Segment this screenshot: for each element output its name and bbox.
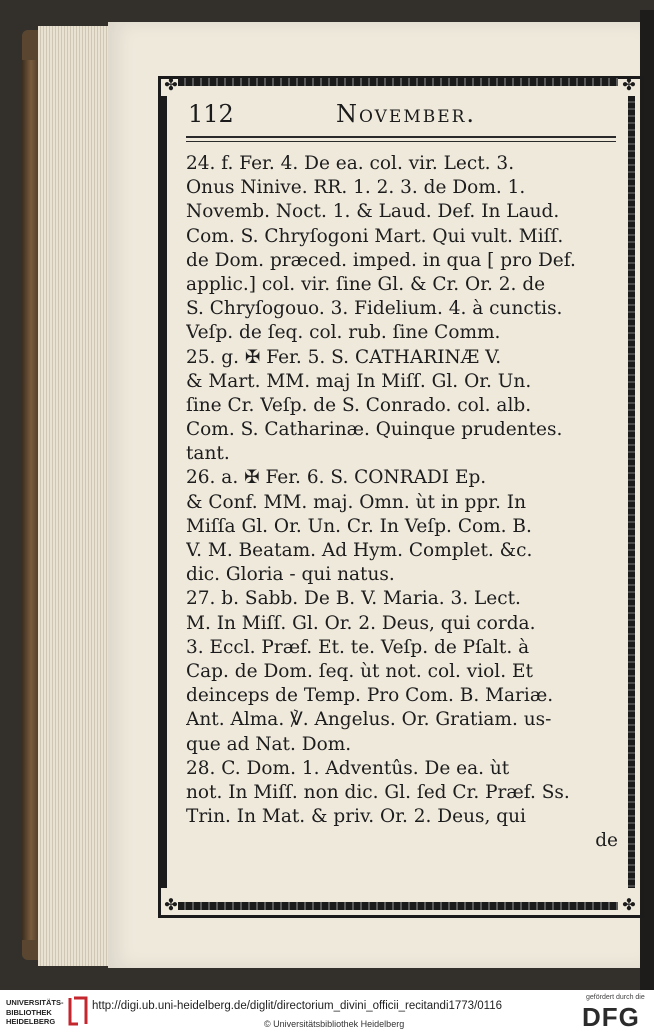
text-line: Cap. de Dom. ſeq. ùt not. col. viol. Et bbox=[186, 660, 533, 682]
text-line: S. Chryſogouo. 3. Fidelium. 4. à cunctis. bbox=[186, 298, 563, 320]
page-text bbox=[186, 152, 618, 853]
text-line: Ant. Alma. ℣. Angelus. Or. Gratiam. us- bbox=[186, 709, 552, 731]
permalink-url[interactable]: http://digi.ub.uni-heidelberg.de/diglit/directorium_divini_officii_recitandi1773/0116 bbox=[92, 1000, 503, 1012]
text-line: tant. bbox=[186, 443, 230, 465]
corner-ornament-icon: ✤ bbox=[164, 75, 178, 94]
page-stack bbox=[38, 26, 108, 966]
catchword: de bbox=[595, 830, 618, 852]
page-number: 112 bbox=[188, 100, 234, 128]
text-line: M. In Miſſ. Gl. Or. 2. Deus, qui corda. bbox=[186, 612, 536, 634]
text-line: 28. C. Dom. 1. Adventûs. De ea. ùt bbox=[186, 757, 510, 779]
dfg-logo: DFG bbox=[582, 1002, 640, 1032]
text-line: 26. a. ✠ Fer. 6. S. CONRADI Ep. bbox=[186, 467, 487, 489]
copyright-text: © Universitätsbibliothek Heidelberg bbox=[264, 1019, 405, 1029]
header-rule bbox=[186, 136, 616, 138]
text-line: ſine Cr. Veſp. de S. Conrado. col. alb. bbox=[186, 394, 532, 416]
corner-ornament-icon: ✤ bbox=[164, 895, 178, 914]
text-line: deinceps de Temp. Pro Com. B. Mariæ. bbox=[186, 685, 554, 707]
text-line: & Conf. MM. maj. Omn. ùt in ppr. In bbox=[186, 491, 527, 513]
page-header bbox=[188, 100, 618, 134]
text-line: Com. S. Chryſogoni Mart. Qui vult. Miſſ. bbox=[186, 225, 564, 247]
text-line: 3. Eccl. Præf. Et. te. Veſp. de Pſalt. à bbox=[186, 636, 530, 658]
text-line: Onus Ninive. RR. 1. 2. 3. de Dom. 1. bbox=[186, 177, 526, 199]
library-logo: UNIVERSITÄTS- BIBLIOTHEK HEIDELBERG bbox=[6, 998, 64, 1026]
text-line: Trin. In Mat. & priv. Or. 2. Deus, qui bbox=[186, 806, 526, 828]
frame-bottom-border bbox=[178, 902, 618, 910]
running-title: November. bbox=[336, 100, 477, 128]
footer-bar bbox=[0, 990, 654, 1036]
library-logo-icon bbox=[66, 994, 90, 1028]
text-line: not. In Miſſ. non dic. Gl. ſed Cr. Præf. Ss. bbox=[186, 781, 570, 803]
corner-ornament-icon: ✤ bbox=[622, 75, 636, 94]
text-line: 24. f. Fer. 4. De ea. col. vir. Lect. 3. bbox=[186, 153, 515, 174]
text-line: que ad Nat. Dom. bbox=[186, 733, 352, 755]
text-line: dic. Gloria - qui natus. bbox=[186, 564, 395, 586]
text-line: 25. g. ✠ Fer. 5. S. CATHARINÆ V. bbox=[186, 346, 502, 368]
text-line: de Dom. præced. imped. in qua [ pro Def. bbox=[186, 249, 576, 271]
text-line: applic.] col. vir. ſine Gl. & Cr. Or. 2. de bbox=[186, 273, 546, 295]
funder-caption: gefördert durch die bbox=[586, 994, 645, 1001]
text-line: 27. b. Sabb. De B. V. Maria. 3. Lect. bbox=[186, 588, 521, 610]
text-line: Miſſa Gl. Or. Un. Cr. In Veſp. Com. B. bbox=[186, 515, 532, 537]
frame-right-border bbox=[628, 96, 635, 888]
text-line: V. M. Beatam. Ad Hym. Complet. &c. bbox=[186, 540, 533, 561]
text-line: Com. S. Catharinæ. Quinque prudentes. bbox=[186, 419, 563, 441]
frame-top-border bbox=[178, 78, 618, 86]
text-line: & Mart. MM. maj In Miſſ. Gl. Or. Un. bbox=[186, 370, 532, 392]
text-line: Veſp. de ſeq. col. rub. ſine Comm. bbox=[186, 322, 501, 344]
frame-left-border bbox=[160, 96, 167, 888]
header-rule-thin bbox=[186, 141, 616, 142]
text-line: Novemb. Noct. 1. & Laud. Def. In Laud. bbox=[186, 201, 560, 223]
corner-ornament-icon: ✤ bbox=[622, 895, 636, 914]
